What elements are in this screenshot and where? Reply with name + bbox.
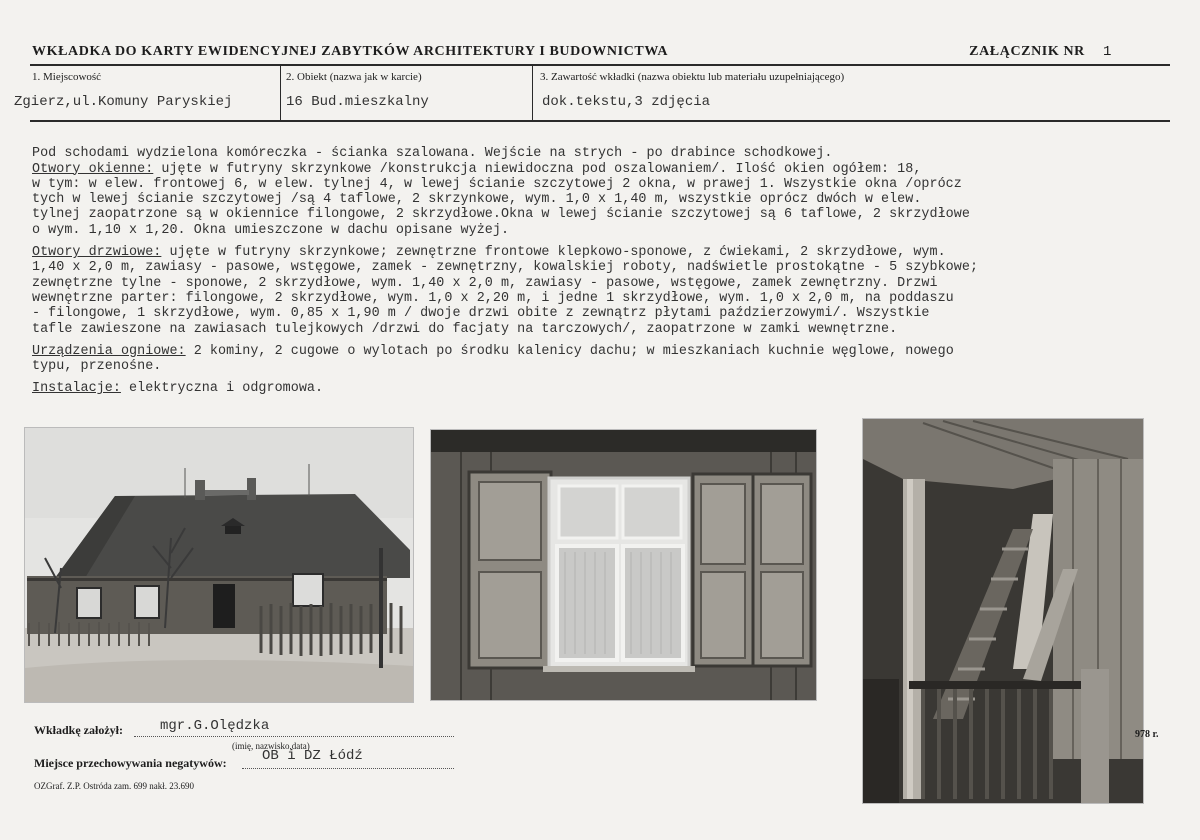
contents-label: 3. Zawartość wkładki (nazwa obiektu lub materiału uzupełniającego) (540, 71, 845, 83)
house-exterior-image (25, 428, 413, 702)
negatives-storage-value: OB i DZ Łódź (262, 748, 363, 764)
locality-value: Zgierz,ul.Komuny Paryskiej (14, 94, 233, 110)
card-title: WKŁADKA DO KARTY EWIDENCYJNEJ ZABYTKÓW ARCHITEKTURY I BUDOWNICTWA (32, 44, 669, 59)
doors-line-5: - filongowe, 1 skrzydłowe, wym. 0,85 x 1,90 m / dwoje drzwi obite z zewnątrz płytami paździerzowymi/. Wszystkie (32, 306, 930, 322)
doors-line-4: wewnętrzne parter: filongowe, 2 skrzydłowe, wym. 1,0 x 2,20 m, i jedne 1 skrzydłowe, wym. 1,0 x 2,0 m, na poddaszu (32, 290, 954, 306)
doors-line-2: 1,40 x 2,0 m, zawiasy - pasowe, wstęgowe, zamek - zewnętrzny, kowalskiej roboty, nadświetle prostokątne - 5 szybkowe; (32, 260, 979, 276)
windows-text-1: ujęte w futryny skrzynkowe /konstrukcja niewidoczna pod oszalowaniem/. Ilość okien ogółem: 18, (153, 161, 922, 177)
windows-line-5: o wym. 1,10 x 1,20. Okna umieszczone w dachu opisane wyżej. (32, 222, 510, 238)
compiled-by-value: mgr.G.Olędzka (160, 718, 270, 734)
windows-heading: Otwory okienne: (32, 161, 154, 177)
attic-stairs-image (863, 419, 1143, 803)
doors-line-3: zewnętrzne tylne - sponowe, 2 skrzydłowe, wym. 1,40 x 2,0 m, zawiasy - pasowe, wstęgowe, zamek zewnętrzny. Drzwi (32, 275, 938, 291)
name-date-hint: (imię, nazwisko,data) (232, 741, 310, 751)
annex-label-text: ZAŁĄCZNIK NR (969, 44, 1085, 59)
heating-heading: Urządzenia ogniowe: (32, 343, 186, 359)
compiled-by-label: Wkładkę założył: (34, 723, 123, 737)
windows-line-1 (32, 162, 1192, 177)
compiled-by-dotline (134, 736, 454, 737)
windows-line-3: tych w lewej ścianie szczytowej /są 4 taflowe, 2 skrzynkowe, wym. 1,0 x 1,40 m, wszystkie oprócz dwóch w elew. (32, 192, 922, 208)
storage-dotline (242, 768, 454, 769)
field-divider-1 (280, 64, 281, 121)
photo-window-shutters (430, 429, 817, 701)
object-label: 2. Obiekt (nazwa jak w karcie) (286, 71, 422, 83)
annex-label (969, 44, 1112, 60)
install-text-1: elektryczna i odgromowa. (120, 381, 324, 397)
doors-text-1: ujęte w futryny skrzynkowe; zewnętrzne frontowe klepkowo-sponowe, z ćwiekami, 2 skrzydłowe, wym. (161, 245, 946, 261)
object-value: 16 Bud.mieszkalny (286, 94, 429, 110)
printer-imprint: OZGraf. Z.P. Ostróda zam. 699 nakł. 23.690 (34, 781, 194, 791)
negatives-storage-label: Miejsce przechowywania negatywów: (34, 756, 227, 770)
intro-line: Pod schodami wydzielona komóreczka - ścianka szalowana. Wejście na strych - po drabince schodkowej. (32, 146, 833, 162)
doors-line-1 (32, 245, 1192, 260)
heating-line-1 (32, 344, 1192, 359)
locality-label: 1. Miejscowość (32, 71, 102, 83)
doors-heading: Otwory drzwiowe: (32, 245, 162, 261)
photo-attic-stairs (862, 418, 1144, 804)
install-heading: Instalacje: (32, 381, 121, 397)
heating-text-1: 2 kominy, 2 cugowe o wylotach po środku kalenicy dachu; w mieszkaniach kuchnie węglowe, nowego (185, 343, 954, 359)
windows-line-2: w tym: w elew. frontowej 6, w elew. tylnej 4, w lewej ścianie szczytowej 2 okna, w prawej 1. Wszystkie okna /oprócz (32, 176, 962, 192)
heating-line-2: typu, przenośne. (32, 359, 162, 375)
install-line-1 (32, 381, 1192, 396)
field-divider-2 (532, 64, 533, 121)
annex-number: 1 (1102, 44, 1112, 60)
year-stamp: 978 r. (1135, 729, 1159, 740)
top-rule (30, 64, 1170, 66)
windows-line-4: tylnej zaopatrzone są w okiennice filongowe, 2 skrzydłowe.Okna w lewej ścianie szczytowej są 6 taflowe, 2 skrzydłowe (32, 207, 970, 223)
fields-bottom-rule (30, 120, 1170, 122)
window-shutters-image (431, 430, 816, 700)
doors-line-6: tafle zawieszone na zawiasach tulejkowych /drzwi do facjaty na tarczowych/, zaopatrzone w zamki wewnętrzne. (32, 321, 898, 337)
photo-house-exterior (24, 427, 414, 703)
contents-value: dok.tekstu,3 zdjęcia (542, 94, 711, 110)
description-text (32, 131, 1192, 427)
